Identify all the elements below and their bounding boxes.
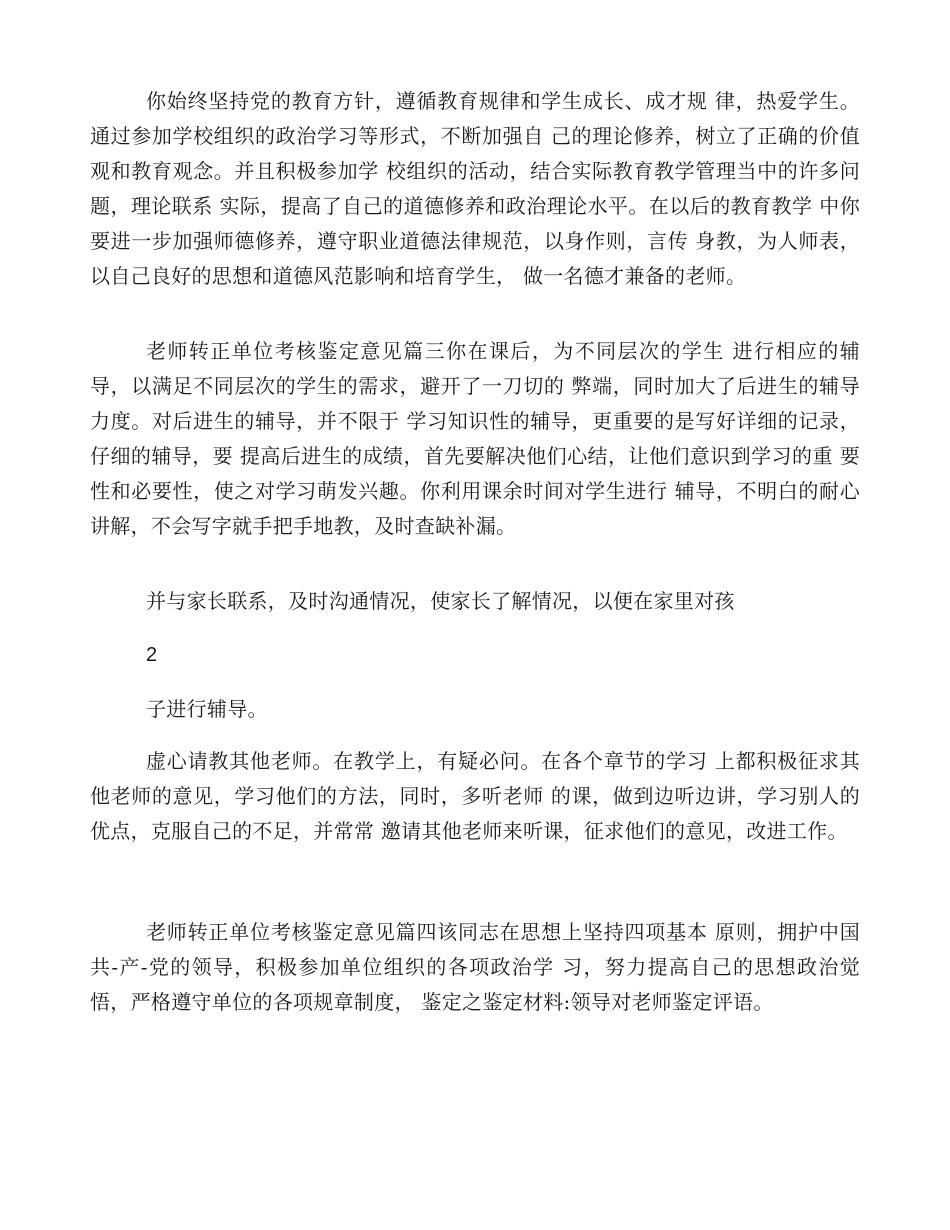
paragraph-1: 你始终坚持党的教育方针，遵循教育规律和学生成长、成才规 律，热爱学生。通过参加学校组织的政治学习等形式，不断加强自 己的理论修养，树立了正确的价值观和教育观念。并且积极参加学 校组织的活动，结合实际教育教学管理当中的许多问题，理论联系 实际，提高了自己的道德修养和政治理论水平。在以后的教育教学 中你要进一步加强师德修养，遵守职业道德法律规范，以身作则，言传 身教，为人师表，以自己良好的思想和道德风范影响和培育学生， 做一名德才兼备的老师。 xyxy=(90,89,860,288)
paragraph-5: 虚心请教其他老师。在教学上，有疑必问。在各个章节的学习 上都积极征求其他老师的意见，学习他们的方法，同时，多听老师 的课，做到边听边讲，学习别人的优点，克服自己的不足，并常常 邀请其他老师来听课，征求他们的意见，改进工作。 xyxy=(90,749,860,843)
paragraph-4: 子进行辅导。 xyxy=(146,697,268,721)
paragraph-3: 并与家长联系，及时沟通情况，使家长了解情况，以便在家里对孩 xyxy=(146,589,735,613)
paragraph-6: 老师转正单位考核鉴定意见篇四该同志在思想上坚持四项基本 原则，拥护中国共-产-党的领导，积极参加单位组织的各项政治学 习，努力提高自己的思想政治觉悟，严格遵守单位的各项规章制度， 鉴定之鉴定材料:领导对老师鉴定评语。 xyxy=(90,920,860,1014)
paragraph-2: 老师转正单位考核鉴定意见篇三你在课后，为不同层次的学生 进行相应的辅导，以满足不同层次的学生的需求，避开了一刀切的 弊端，同时加大了后进生的辅导力度。对后进生的辅导，并不限于 学习知识性的辅导，更重要的是写好详细的记录，仔细的辅导，要 提高后进生的成绩，首先要解决他们心结，让他们意识到学习的重 要性和必要性，使之对学习萌发兴趣。你利用课余时间对学生进行 辅导，不明白的耐心讲解，不会写字就手把手地教，及时查缺补漏。 xyxy=(90,339,860,538)
page-number: 2 xyxy=(146,644,158,666)
